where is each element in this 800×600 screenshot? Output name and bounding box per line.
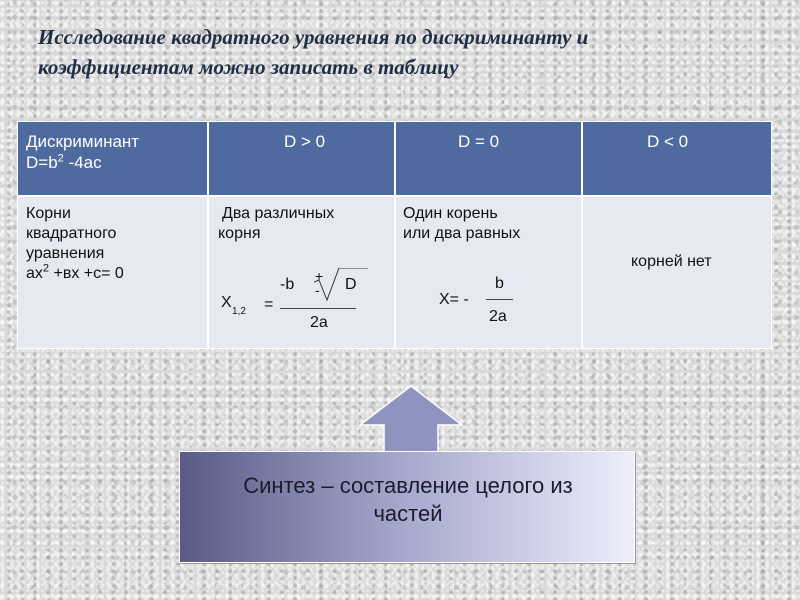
formula-exponent: 2 [57, 152, 64, 165]
roots-label-line: квадратного [26, 225, 117, 242]
synthesis-text [180, 472, 636, 528]
title-line-2: коэффициентам можно записать в таблицу [38, 55, 459, 79]
synthesis-box [179, 451, 635, 563]
header-discriminant-label: Дискриминант [26, 132, 140, 151]
fraction-bar [486, 299, 513, 300]
one-root-cell [403, 204, 578, 244]
square-root-icon [314, 268, 370, 302]
slide-title [38, 22, 758, 82]
equation-part: +вx +c= 0 [49, 265, 124, 282]
two-roots-text: Два различных [222, 205, 335, 222]
quadratic-equation [26, 264, 204, 284]
column-divider [394, 122, 396, 348]
equation-exponent: 2 [42, 262, 50, 275]
one-root-text: Один корень [403, 205, 498, 222]
header-discriminant-formula [26, 152, 206, 173]
column-divider [207, 122, 209, 348]
formula-numerator: b [495, 275, 504, 292]
synthesis-line: частей [373, 501, 443, 526]
fraction-bar [280, 308, 356, 309]
formula-denominator: 2a [489, 308, 507, 325]
two-roots-cell [218, 204, 390, 244]
formula-minus-b: -b [280, 276, 295, 293]
column-divider [581, 122, 583, 348]
title-line-1: Исследование квадратного уравнения по дискриминанту и [38, 25, 589, 49]
synthesis-line: Синтез – составление целого из [243, 473, 573, 498]
formula-part: D=b [26, 153, 58, 172]
equation-part: ax [26, 265, 43, 282]
header-discriminant [26, 131, 206, 173]
formula-equals: = [264, 296, 274, 313]
formula-lhs: X= - [439, 291, 469, 308]
formula-subscript: 1,2 [232, 306, 246, 317]
formula-part: -4ac [63, 153, 102, 172]
formula-plus: + [315, 268, 324, 284]
roots-label-line: уравнения [26, 245, 105, 262]
formula-x: X [221, 294, 232, 311]
formula-d: D [345, 276, 357, 293]
formula-minus: - [315, 282, 320, 298]
no-roots-cell: корней нет [631, 253, 712, 270]
up-arrow-icon [358, 385, 464, 455]
one-root-text: или два равных [403, 225, 521, 242]
roots-label-line: Корни [26, 205, 71, 222]
two-roots-text: корня [218, 225, 261, 242]
header-d-negative: D < 0 [647, 132, 689, 151]
header-d-positive: D > 0 [284, 132, 326, 151]
discriminant-table [17, 121, 772, 349]
formula-denominator: 2a [310, 314, 328, 331]
roots-label-cell [26, 204, 204, 284]
header-d-zero: D = 0 [458, 132, 500, 151]
